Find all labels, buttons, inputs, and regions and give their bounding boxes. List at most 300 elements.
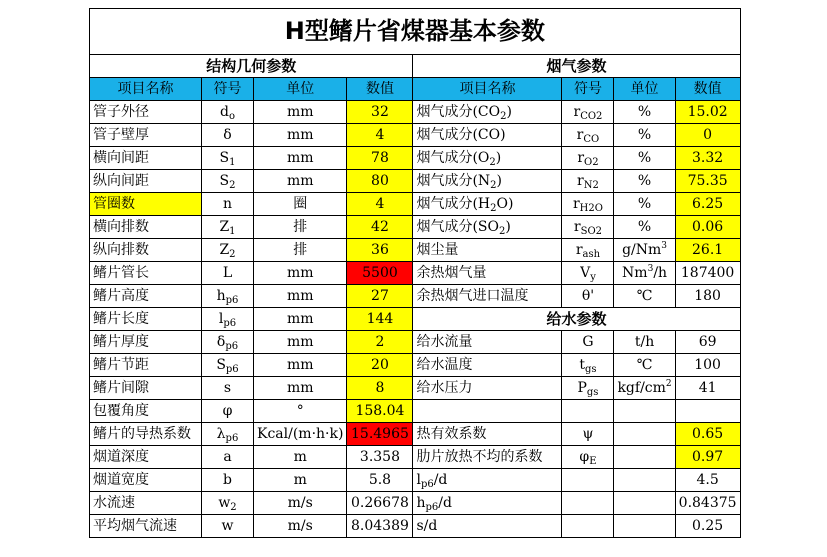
- symbol-cell: [202, 124, 254, 147]
- name-cell: [413, 423, 562, 446]
- name-text: h: [416, 495, 426, 511]
- name-cell: [413, 124, 562, 147]
- value-cell: 187400: [675, 262, 740, 285]
- unit-cell: [254, 239, 347, 262]
- symbol-text: l: [218, 311, 224, 327]
- unit-cell: [254, 193, 347, 216]
- name-cell: [413, 285, 562, 308]
- name-cell: 烟道深度: [90, 446, 202, 469]
- unit-cell: [254, 492, 347, 515]
- name-text: s/d: [416, 518, 438, 534]
- name-cell: [413, 193, 562, 216]
- unit-cell: [254, 124, 347, 147]
- unit-cell: [614, 216, 675, 239]
- symbol-cell: [562, 147, 614, 170]
- name-cell: 鳍片的导热系数: [90, 423, 202, 446]
- value-cell: 100: [675, 354, 740, 377]
- value-cell: 180: [675, 285, 740, 308]
- symbol-cell: [562, 193, 614, 216]
- table-row: [90, 239, 741, 262]
- symbol-subscript: 1: [229, 226, 236, 237]
- name-cell: 横向间距: [90, 147, 202, 170]
- unit-superscript: 3: [661, 241, 668, 251]
- unit-cell: [254, 423, 347, 446]
- symbol-cell: [562, 354, 614, 377]
- symbol-text: r: [575, 242, 583, 258]
- value-cell: 5.8: [347, 469, 413, 492]
- symbol-cell: [202, 308, 254, 331]
- symbol-subscript: N2: [583, 180, 599, 191]
- value-cell: 80: [347, 170, 413, 193]
- name-cell: [413, 515, 562, 538]
- unit-text: ℃: [636, 288, 653, 304]
- unit-text: ℃: [636, 357, 653, 373]
- symbol-subscript: SO2: [580, 226, 603, 237]
- unit-cell: [254, 515, 347, 538]
- unit-cell: [614, 101, 675, 124]
- name-text: l: [416, 472, 421, 488]
- section-water: 给水参数: [413, 308, 740, 331]
- symbol-cell: [202, 101, 254, 124]
- unit-text: %: [637, 127, 652, 143]
- symbol-subscript: p6: [225, 295, 239, 306]
- unit-text: m/s: [287, 518, 313, 534]
- unit-text: kgf/cm: [617, 380, 666, 396]
- symbol-cell: [562, 285, 614, 308]
- table-row: [90, 308, 741, 331]
- unit-cell: [254, 147, 347, 170]
- symbol-text: φ: [579, 449, 590, 465]
- value-cell: 0.06: [675, 216, 740, 239]
- symbol-cell: [202, 193, 254, 216]
- symbol-cell: [202, 469, 254, 492]
- unit-text: mm: [286, 357, 314, 373]
- symbol-text: S: [219, 173, 230, 189]
- symbol-subscript: ash: [582, 249, 601, 260]
- name-cell: 鳍片节距: [90, 354, 202, 377]
- name-cell: [413, 101, 562, 124]
- unit-text: mm: [286, 265, 314, 281]
- value-cell: 32: [347, 101, 413, 124]
- name-suffix: ): [495, 150, 502, 166]
- table-row: [90, 515, 741, 538]
- name-cell: [413, 170, 562, 193]
- value-cell: 36: [347, 239, 413, 262]
- name-cell: [413, 400, 562, 423]
- sheet-title: H型鳍片省煤器基本参数: [90, 9, 741, 55]
- name-subscript: p6: [425, 502, 439, 513]
- symbol-cell: [202, 216, 254, 239]
- unit-cell: [614, 492, 675, 515]
- col-header-symbol: 符号: [562, 78, 614, 101]
- name-cell: 烟道宽度: [90, 469, 202, 492]
- unit-text: m/s: [287, 495, 313, 511]
- symbol-cell: [202, 239, 254, 262]
- name-subscript: 2: [489, 157, 496, 168]
- symbol-text: w: [218, 495, 231, 511]
- value-cell: 0.84375: [675, 492, 740, 515]
- symbol-cell: [202, 331, 254, 354]
- table-row: [90, 193, 741, 216]
- name-cell: 鳍片管长: [90, 262, 202, 285]
- unit-text: t/h: [634, 334, 655, 350]
- name-cell: [413, 492, 562, 515]
- symbol-cell: [562, 170, 614, 193]
- unit-cell: [254, 170, 347, 193]
- value-cell: 20: [347, 354, 413, 377]
- col-header-name: 项目名称: [413, 78, 562, 101]
- value-cell: 4.5: [675, 469, 740, 492]
- table-row: [90, 262, 741, 285]
- name-text: 给水温度: [416, 357, 473, 373]
- table-row: [90, 354, 741, 377]
- symbol-cell: [562, 101, 614, 124]
- unit-text: mm: [286, 127, 314, 143]
- table-row: [90, 124, 741, 147]
- symbol-cell: [202, 492, 254, 515]
- symbol-text: r: [572, 196, 580, 212]
- unit-cell: [614, 446, 675, 469]
- name-cell: 包覆角度: [90, 400, 202, 423]
- name-cell: 平均烟气流速: [90, 515, 202, 538]
- name-suffix: ): [496, 173, 503, 189]
- unit-cell: [254, 216, 347, 239]
- symbol-cell: [562, 377, 614, 400]
- unit-superscript: 3: [647, 264, 654, 274]
- table-row: [90, 101, 741, 124]
- section-structure: 结构几何参数: [90, 55, 413, 78]
- unit-cell: [614, 377, 675, 400]
- table-row: [90, 446, 741, 469]
- value-cell: 78: [347, 147, 413, 170]
- symbol-subscript: p6: [225, 364, 239, 375]
- symbol-text: δ: [223, 127, 232, 143]
- col-header-unit: 单位: [254, 78, 347, 101]
- value-cell: 6.25: [675, 193, 740, 216]
- name-text: 烟气成分(SO: [416, 219, 499, 235]
- symbol-text: r: [576, 127, 584, 143]
- unit-cell: [254, 400, 347, 423]
- symbol-text: t: [579, 357, 585, 373]
- unit-text: 排: [293, 242, 308, 258]
- value-cell: 158.04: [347, 400, 413, 423]
- name-cell: [413, 239, 562, 262]
- symbol-subscript: 2: [230, 502, 237, 513]
- value-cell: 15.02: [675, 101, 740, 124]
- value-cell: 41: [675, 377, 740, 400]
- symbol-text: w: [221, 518, 234, 534]
- name-text: 热有效系数: [416, 426, 487, 442]
- symbol-subscript: O2: [584, 157, 599, 168]
- symbol-text: Z: [219, 219, 230, 235]
- symbol-text: a: [223, 449, 232, 465]
- symbol-text: S: [219, 150, 230, 166]
- symbol-cell: [562, 216, 614, 239]
- symbol-cell: [562, 469, 614, 492]
- unit-text: g/Nm: [622, 242, 662, 258]
- name-subscript: p6: [420, 479, 434, 490]
- symbol-cell: [202, 285, 254, 308]
- symbol-cell: [562, 423, 614, 446]
- unit-text: Kcal/(m·h·k): [257, 426, 344, 442]
- name-cell: [413, 469, 562, 492]
- unit-text: Nm: [622, 265, 648, 281]
- unit-text: mm: [286, 104, 314, 120]
- section-gas: 烟气参数: [413, 55, 740, 78]
- name-cell: [413, 216, 562, 239]
- name-cell: 纵向间距: [90, 170, 202, 193]
- table-row: [90, 377, 741, 400]
- symbol-text: G: [582, 334, 594, 350]
- name-text: 烟气成分(CO): [416, 127, 506, 143]
- col-header-value: 数值: [347, 78, 413, 101]
- value-cell: 26.1: [675, 239, 740, 262]
- symbol-cell: [202, 262, 254, 285]
- symbol-cell: [202, 515, 254, 538]
- unit-text: %: [637, 219, 652, 235]
- name-text: 余热烟气进口温度: [416, 288, 529, 304]
- value-cell: 15.4965: [347, 423, 413, 446]
- value-cell: 144: [347, 308, 413, 331]
- name-text: 烟气成分(H: [416, 196, 491, 212]
- symbol-cell: [562, 262, 614, 285]
- value-cell: 75.35: [675, 170, 740, 193]
- value-cell: 0.26678: [347, 492, 413, 515]
- symbol-subscript: H2O: [579, 203, 603, 214]
- col-header-symbol: 符号: [202, 78, 254, 101]
- value-cell: 2: [347, 331, 413, 354]
- symbol-subscript: 1: [229, 157, 236, 168]
- name-subscript: 2: [498, 226, 506, 237]
- symbol-text: δ: [216, 334, 226, 350]
- unit-suffix: /h: [653, 265, 668, 281]
- unit-cell: [614, 469, 675, 492]
- name-cell: 鳍片高度: [90, 285, 202, 308]
- symbol-cell: [562, 400, 614, 423]
- col-header-unit: 单位: [614, 78, 675, 101]
- name-cell: 管子壁厚: [90, 124, 202, 147]
- name-text: 给水流量: [416, 334, 473, 350]
- unit-text: mm: [286, 311, 314, 327]
- unit-cell: [254, 354, 347, 377]
- symbol-cell: [562, 331, 614, 354]
- table-row: [90, 492, 741, 515]
- symbol-subscript: gs: [586, 387, 599, 398]
- unit-cell: [254, 101, 347, 124]
- symbol-subscript: CO: [583, 134, 600, 145]
- name-cell: [413, 354, 562, 377]
- table-row: [90, 285, 741, 308]
- name-cell: 鳍片厚度: [90, 331, 202, 354]
- unit-text: %: [637, 104, 652, 120]
- value-cell: 0.65: [675, 423, 740, 446]
- table-row: [90, 147, 741, 170]
- symbol-cell: [202, 377, 254, 400]
- name-subscript: 2: [490, 180, 497, 191]
- value-cell: 3.358: [347, 446, 413, 469]
- symbol-text: b: [223, 472, 232, 488]
- name-suffix: /d: [433, 472, 448, 488]
- symbol-text: θ': [581, 288, 595, 304]
- unit-text: 圈: [293, 196, 308, 212]
- value-cell: 5500: [347, 262, 413, 285]
- name-suffix: ): [505, 219, 511, 235]
- table-row: [90, 170, 741, 193]
- name-cell: [413, 262, 562, 285]
- unit-cell: [254, 469, 347, 492]
- unit-cell: [614, 124, 675, 147]
- value-cell: 69: [675, 331, 740, 354]
- value-cell: 8: [347, 377, 413, 400]
- name-text: 烟气成分(O: [416, 150, 490, 166]
- unit-text: %: [637, 196, 652, 212]
- unit-cell: [614, 354, 675, 377]
- symbol-subscript: 2: [229, 180, 236, 191]
- name-cell: 管子外径: [90, 101, 202, 124]
- name-cell: 鳍片长度: [90, 308, 202, 331]
- name-cell: [413, 331, 562, 354]
- name-text: 烟气成分(N: [416, 173, 491, 189]
- value-cell: 4: [347, 124, 413, 147]
- value-cell: 42: [347, 216, 413, 239]
- name-text: 给水压力: [416, 380, 473, 396]
- unit-text: 排: [293, 219, 308, 235]
- symbol-cell: [562, 515, 614, 538]
- unit-cell: [614, 423, 675, 446]
- symbol-subscript: CO2: [580, 111, 603, 122]
- symbol-subscript: y: [590, 272, 596, 283]
- symbol-subscript: gs: [585, 364, 597, 375]
- unit-cell: [614, 515, 675, 538]
- symbol-text: L: [222, 265, 233, 281]
- col-header-name: 项目名称: [90, 78, 202, 101]
- symbol-cell: [562, 446, 614, 469]
- symbol-cell: [202, 400, 254, 423]
- unit-cell: [614, 400, 675, 423]
- unit-cell: [254, 377, 347, 400]
- name-cell: 水流速: [90, 492, 202, 515]
- value-cell: 0.25: [675, 515, 740, 538]
- unit-cell: [614, 285, 675, 308]
- symbol-cell: [562, 492, 614, 515]
- value-cell: 3.32: [675, 147, 740, 170]
- name-text: 烟气成分(CO: [416, 104, 501, 120]
- table-row: [90, 423, 741, 446]
- symbol-subscript: 2: [229, 249, 236, 260]
- symbol-text: V: [580, 265, 591, 281]
- symbol-cell: [202, 423, 254, 446]
- unit-cell: [254, 262, 347, 285]
- symbol-text: ψ: [582, 426, 594, 442]
- unit-cell: [614, 193, 675, 216]
- unit-text: m: [293, 449, 307, 465]
- name-cell: [413, 147, 562, 170]
- symbol-cell: [202, 354, 254, 377]
- value-cell: [675, 400, 740, 423]
- unit-text: mm: [286, 150, 314, 166]
- symbol-text: d: [220, 104, 229, 120]
- name-subscript: 2: [500, 111, 507, 122]
- unit-cell: [254, 308, 347, 331]
- symbol-text: r: [573, 104, 581, 120]
- unit-text: mm: [286, 288, 314, 304]
- symbol-text: Z: [219, 242, 230, 258]
- unit-cell: [614, 147, 675, 170]
- name-suffix: ): [506, 104, 512, 120]
- symbol-cell: [202, 446, 254, 469]
- table-row: [90, 216, 741, 239]
- symbol-text: r: [577, 150, 585, 166]
- symbol-subscript: p6: [225, 433, 239, 444]
- unit-text: mm: [286, 380, 314, 396]
- symbol-cell: [202, 170, 254, 193]
- table-row: [90, 469, 741, 492]
- symbol-cell: [202, 147, 254, 170]
- symbol-text: n: [222, 196, 233, 212]
- name-text: 肋片放热不均的系数: [416, 449, 543, 465]
- name-text: 余热烟气量: [416, 265, 487, 281]
- unit-cell: [614, 170, 675, 193]
- symbol-text: h: [216, 288, 226, 304]
- unit-text: °: [296, 403, 304, 419]
- name-cell: 横向排数: [90, 216, 202, 239]
- symbol-text: S: [216, 357, 226, 373]
- name-text: 烟尘量: [416, 242, 459, 258]
- symbol-cell: [562, 239, 614, 262]
- value-cell: 8.04389: [347, 515, 413, 538]
- symbol-text: φ: [222, 403, 233, 419]
- unit-cell: [254, 331, 347, 354]
- name-subscript: 2: [490, 203, 497, 214]
- symbol-text: λ: [216, 426, 226, 442]
- name-cell: 纵向排数: [90, 239, 202, 262]
- unit-cell: [614, 262, 675, 285]
- name-cell: 管圈数: [90, 193, 202, 216]
- unit-text: %: [637, 150, 652, 166]
- unit-text: mm: [286, 334, 314, 350]
- table-row: [90, 331, 741, 354]
- unit-text: m: [293, 472, 307, 488]
- unit-superscript: 2: [665, 379, 672, 389]
- symbol-subscript: o: [228, 111, 235, 122]
- symbol-subscript: E: [589, 456, 597, 467]
- name-cell: [413, 377, 562, 400]
- unit-cell: [254, 446, 347, 469]
- symbol-subscript: p6: [225, 341, 239, 352]
- name-cell: [413, 446, 562, 469]
- unit-text: mm: [286, 173, 314, 189]
- name-suffix: O): [496, 196, 514, 212]
- value-cell: 0.97: [675, 446, 740, 469]
- col-header-value: 数值: [675, 78, 740, 101]
- symbol-cell: [562, 124, 614, 147]
- value-cell: 4: [347, 193, 413, 216]
- unit-cell: [614, 331, 675, 354]
- table-row: [90, 400, 741, 423]
- parameter-sheet: [89, 8, 741, 538]
- symbol-text: r: [573, 219, 581, 235]
- name-suffix: /d: [438, 495, 452, 511]
- unit-text: %: [637, 173, 652, 189]
- unit-cell: [254, 285, 347, 308]
- name-cell: 鳍片间隙: [90, 377, 202, 400]
- symbol-text: s: [223, 380, 232, 396]
- unit-cell: [614, 239, 675, 262]
- symbol-text: r: [577, 173, 584, 189]
- symbol-text: P: [577, 380, 587, 396]
- value-cell: 27: [347, 285, 413, 308]
- value-cell: 0: [675, 124, 740, 147]
